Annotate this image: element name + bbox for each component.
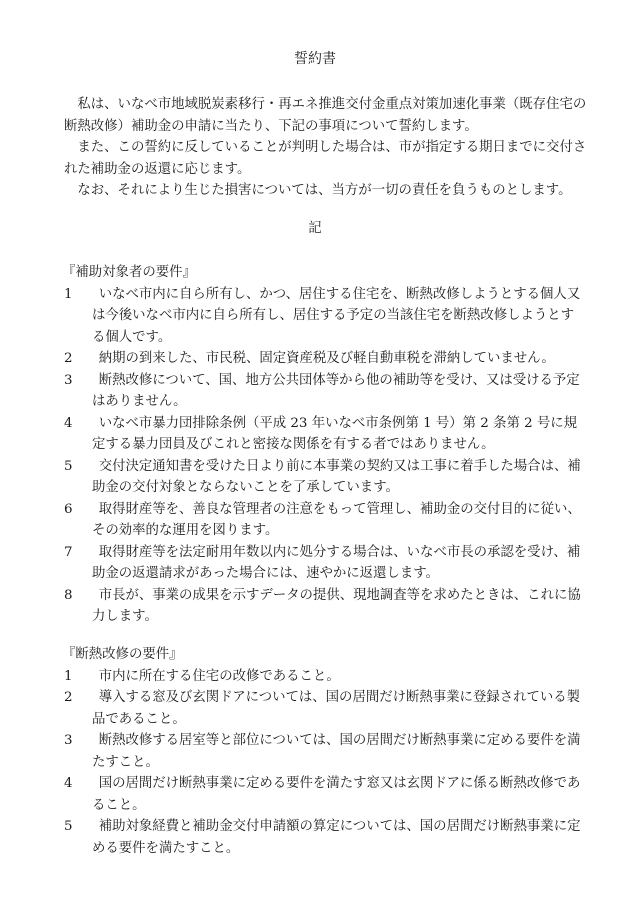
list-item (64, 370, 584, 413)
item-text: 交付決定通知書を受けた日より前に本事業の契約又は工事に着手した場合は、補助金の交付対象とならないことを了承しています。 (92, 458, 581, 495)
intro-paragraph: なお、それにより生じた損害については、当方が一切の責任を負うものとします。 (77, 183, 572, 198)
list-item (64, 687, 584, 730)
item-number: 2 (64, 690, 73, 705)
item-number: 2 (64, 351, 73, 366)
list-item (64, 413, 584, 456)
renovation-requirements-section (64, 644, 584, 859)
item-number: 3 (64, 733, 73, 748)
item-text: 断熱改修する居室等と部位については、国の居間だけ断熱事業に定める要件を満たすこと。 (92, 733, 581, 770)
item-text: いなべ市内に自ら所有し、かつ、居住する住宅を、断熱改修しようとする個人又は今後いなべ市内に自ら所有し、居住する予定の当該住宅を断熱改修しようとする個人です。 (92, 286, 581, 345)
list-item (64, 284, 584, 349)
list-item (64, 499, 584, 542)
intro-paragraph: 私は、いなべ市地域脱炭素移行・再エネ推進交付金重点対策加速化事業（既存住宅の断熱改修）補助金の申請に当たり、下記の事項について誓約します。 (64, 97, 587, 134)
section-title: 『補助対象者の要件』 (62, 265, 196, 280)
list-item (64, 816, 584, 859)
item-number: 6 (64, 501, 73, 517)
item-text: 断熱改修について、国、地方公共団体等から他の補助等を受け、又は受ける予定はありません。 (92, 372, 580, 409)
item-number: 1 (64, 286, 73, 302)
item-number: 5 (64, 458, 73, 474)
item-number: 3 (64, 372, 73, 388)
list-item (64, 348, 584, 370)
list-item (64, 730, 584, 773)
item-text: 納期の到来した、市民税、固定資産税及び軽自動車税を滞納していません。 (98, 351, 555, 366)
list-item (64, 773, 584, 816)
intro-paragraph: また、この誓約に反していることが判明した場合は、市が指定する期日までに交付された補助金の返還に応じます。 (64, 140, 587, 177)
document-title: 誓約書 (294, 51, 336, 67)
item-text: 取得財産等を法定耐用年数以内に処分する場合は、いなべ市長の承認を受け、補助金の返還請求があった場合には、速やかに返還します。 (92, 544, 581, 581)
item-number: 4 (64, 776, 73, 791)
item-text: いなべ市暴力団排除条例（平成 23 年いなべ市条例第 1 号）第 2 条第 2 号に規定する暴力団員及びこれと密接な関係を有する者ではありません。 (92, 415, 578, 452)
item-number: 7 (64, 544, 73, 560)
item-text: 導入する窓及び玄関ドアについては、国の居間だけ断熱事業に登録されている製品であること。 (92, 690, 581, 727)
list-item (64, 666, 584, 688)
section-title: 『断熱改修の要件』 (62, 647, 183, 662)
item-number: 5 (64, 819, 73, 834)
item-text: 市長が、事業の成果を示すデータの提供、現地調査等を求めたときは、これに協力します。 (92, 587, 581, 624)
ki-heading: 記 (308, 221, 322, 236)
item-text: 市内に所在する住宅の改修であること。 (98, 668, 340, 684)
list-item (64, 456, 584, 499)
intro-block (64, 94, 588, 202)
eligibility-section (64, 262, 584, 628)
item-number: 1 (64, 668, 73, 684)
item-text: 国の居間だけ断熱事業に定める要件を満たす窓又は玄関ドアに係る断熱改修であること。 (92, 776, 581, 813)
item-text: 取得財産等を、善良な管理者の注意をもって管理し、補助金の交付目的に従い、その効率的な運用を図ります。 (92, 501, 581, 538)
list-item (64, 585, 584, 628)
list-item (64, 542, 584, 585)
item-text: 補助対象経費と補助金交付申請額の算定については、国の居間だけ断熱事業に定める要件を満たすこと。 (92, 819, 581, 856)
item-number: 8 (64, 587, 73, 603)
item-number: 4 (64, 415, 73, 431)
